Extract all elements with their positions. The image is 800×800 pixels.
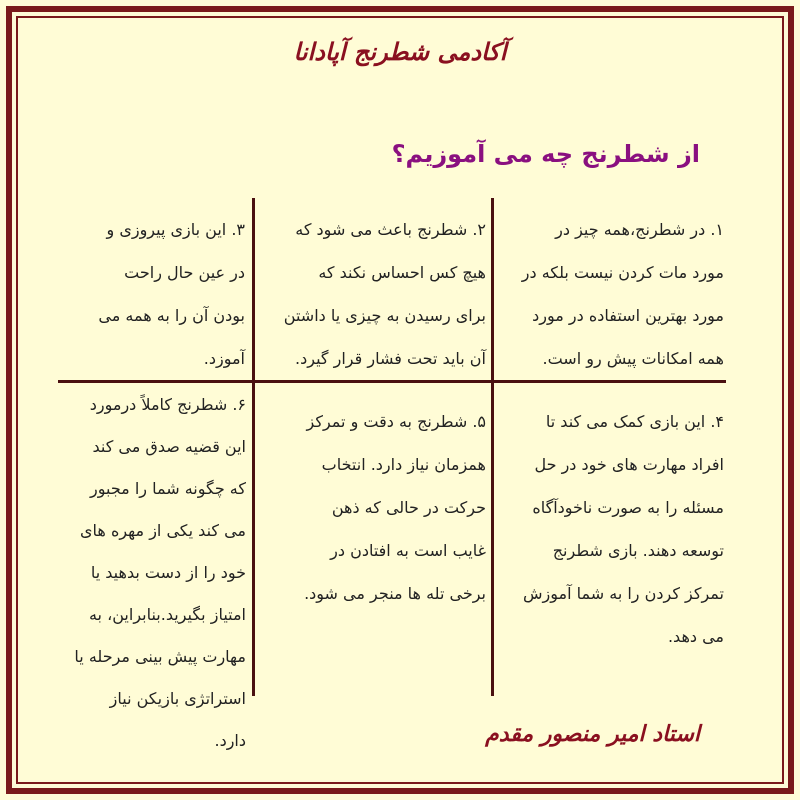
text-line: امتیاز بگیرید.بنابراین، به <box>88 605 246 624</box>
text-line: همزمان نیاز دارد. انتخاب <box>321 455 486 474</box>
text-line: خود را از دست بدهید یا <box>90 563 246 582</box>
text-line: مورد مات کردن نیست بلکه در <box>521 263 724 282</box>
text-line: که چگونه شما را مجبور <box>90 479 246 498</box>
text-line: توسعه دهند. بازی شطرنج <box>552 541 724 560</box>
grid-divider-left <box>252 198 255 696</box>
text-line: می دهد. <box>667 627 724 646</box>
text-line: ۱. در شطرنج،همه چیز در <box>555 220 724 239</box>
text-block-4 <box>498 400 724 658</box>
text-line: افراد مهارت های خود در حل <box>534 455 724 474</box>
text-line: آموزد. <box>203 349 245 368</box>
grid-divider-middle <box>58 380 726 383</box>
text-block-1 <box>498 208 724 380</box>
text-block-6 <box>42 384 246 762</box>
text-line: در عین حال راحت <box>124 263 245 282</box>
author-signature: استاد امیر منصور مقدم <box>485 722 700 747</box>
text-line: برخی تله ها منجر می شود. <box>304 584 486 603</box>
text-line: بودن آن را به همه می <box>98 306 245 325</box>
text-line: مسئله را به صورت ناخودآگاه <box>532 498 724 517</box>
text-line: برای رسیدن به چیزی یا داشتن <box>283 306 486 325</box>
grid-divider-right <box>491 198 494 696</box>
text-line: مهارت پیش بینی مرحله یا <box>74 647 246 666</box>
text-line: غایب است به افتادن در <box>330 541 486 560</box>
text-line: هیچ کس احساس نکند که <box>318 263 486 282</box>
text-line: استراتژی بازیکن نیاز <box>109 689 246 708</box>
text-line: ۵. شطرنج به دقت و تمرکز <box>306 412 486 431</box>
text-line: حرکت در حالی که ذهن <box>331 498 486 517</box>
text-line: دارد. <box>214 731 246 750</box>
text-line: مورد بهترین استفاده در مورد <box>532 306 724 325</box>
text-line: تمرکز کردن را به شما آموزش <box>523 584 724 603</box>
text-line: ۶. شطرنج کاملاً درمورد <box>89 395 246 414</box>
text-line: می کند یکی از مهره های <box>80 521 246 540</box>
text-line: ۳. این بازی پیروزی و <box>106 220 245 239</box>
text-line: آن باید تحت فشار قرار گیرد. <box>295 349 486 368</box>
text-line: ۴. این بازی کمک می کند تا <box>545 412 724 431</box>
text-line: ۲. شطرنج باعث می شود که <box>295 220 486 239</box>
text-block-3 <box>60 208 245 380</box>
subtitle: از شطرنج چه می آموزیم؟ <box>391 140 700 168</box>
text-block-2 <box>258 208 486 380</box>
page-title: آکادمی شطرنج آپادانا <box>293 38 507 66</box>
text-line: این قضیه صدق می کند <box>92 437 246 456</box>
text-block-5 <box>258 400 486 615</box>
text-line: همه امکانات پیش رو است. <box>542 349 724 368</box>
